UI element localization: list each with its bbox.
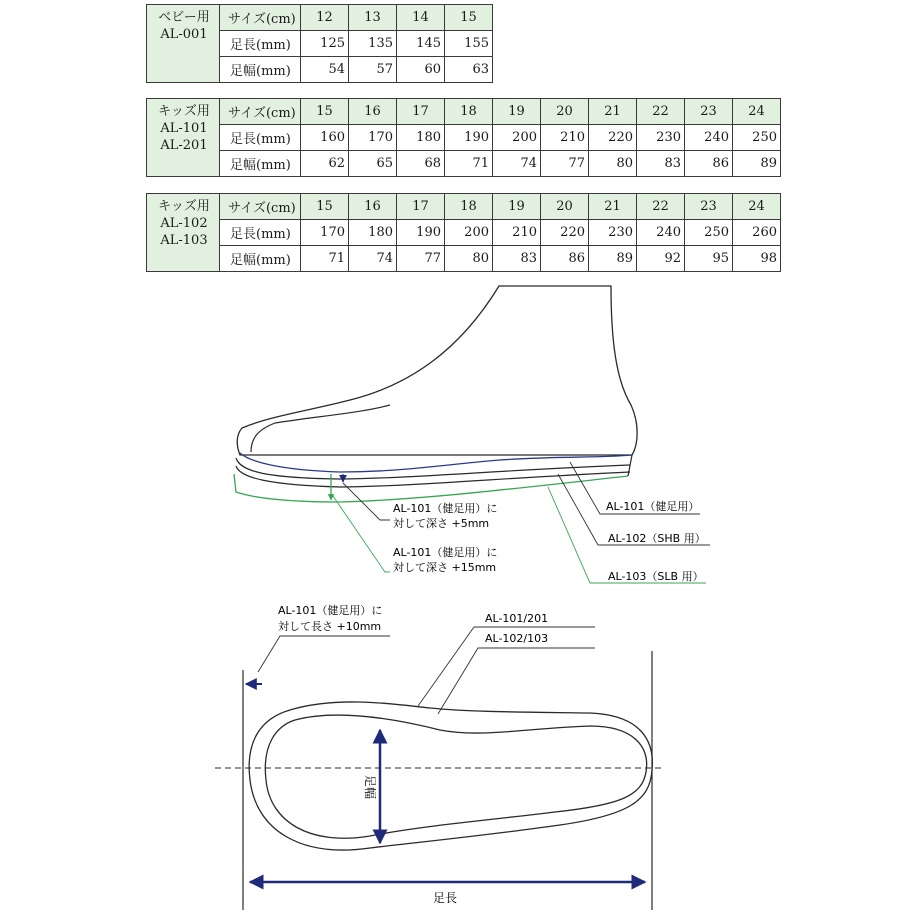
label-al101: AL-101（健足用） xyxy=(606,500,700,513)
sole-outer-outline xyxy=(249,702,652,850)
row-label: 足長(mm) xyxy=(220,220,301,246)
size-label: サイズ(cm) xyxy=(220,194,301,220)
label-length: 足長 xyxy=(433,891,458,905)
size-cell: 13 xyxy=(349,5,397,31)
size-cell: 24 xyxy=(733,194,781,220)
value-cell: 74 xyxy=(493,151,541,177)
value-cell: 180 xyxy=(397,125,445,151)
label-depth15-line1: AL-101（健足用）に xyxy=(393,546,498,559)
size-cell: 15 xyxy=(301,194,349,220)
value-cell: 60 xyxy=(397,57,445,83)
size-cell: 20 xyxy=(541,99,589,125)
size-cell: 24 xyxy=(733,99,781,125)
value-cell: 74 xyxy=(349,246,397,272)
size-cell: 12 xyxy=(301,5,349,31)
size-label: サイズ(cm) xyxy=(220,99,301,125)
label-al102: AL-102（SHB 用） xyxy=(608,532,706,545)
value-cell: 160 xyxy=(301,125,349,151)
label-depth5-line2: 対して深さ +5mm xyxy=(393,517,490,530)
table-name-line: AL-103 xyxy=(160,233,208,248)
size-cell: 16 xyxy=(349,194,397,220)
size-cell: 16 xyxy=(349,99,397,125)
value-cell: 80 xyxy=(445,246,493,272)
boot-inner-line xyxy=(251,405,390,452)
value-cell: 190 xyxy=(397,220,445,246)
value-cell: 250 xyxy=(733,125,781,151)
label-al103: AL-103（SLB 用） xyxy=(608,570,704,583)
value-cell: 155 xyxy=(445,31,493,57)
value-cell: 57 xyxy=(349,57,397,83)
label-depth15-line2: 対して深さ +15mm xyxy=(393,561,497,574)
value-cell: 54 xyxy=(301,57,349,83)
sole-illustration xyxy=(215,603,665,910)
value-cell: 210 xyxy=(541,125,589,151)
value-cell: 65 xyxy=(349,151,397,177)
value-cell: 210 xyxy=(493,220,541,246)
size-cell: 18 xyxy=(445,99,493,125)
row-label: 足長(mm) xyxy=(220,31,301,57)
size-cell: 17 xyxy=(397,99,445,125)
size-cell: 21 xyxy=(589,99,637,125)
table-name-line: ベビー用 xyxy=(158,10,210,25)
value-cell: 63 xyxy=(445,57,493,83)
table-name-line: キッズ用 xyxy=(158,199,210,214)
size-cell: 15 xyxy=(445,5,493,31)
label-outline-201: AL-101/201 xyxy=(485,612,549,625)
value-cell: 71 xyxy=(445,151,493,177)
label-outline-103: AL-102/103 xyxy=(485,632,549,645)
value-cell: 95 xyxy=(685,246,733,272)
value-cell: 220 xyxy=(541,220,589,246)
value-cell: 230 xyxy=(637,125,685,151)
size-cell: 22 xyxy=(637,99,685,125)
value-cell: 240 xyxy=(637,220,685,246)
value-cell: 135 xyxy=(349,31,397,57)
value-cell: 200 xyxy=(493,125,541,151)
value-cell: 86 xyxy=(541,246,589,272)
size-cell: 14 xyxy=(397,5,445,31)
size-cell: 21 xyxy=(589,194,637,220)
size-cell: 19 xyxy=(493,194,541,220)
row-label: 足幅(mm) xyxy=(220,151,301,177)
table-name-line: AL-001 xyxy=(160,27,208,42)
value-cell: 250 xyxy=(685,220,733,246)
table-name-line: AL-101 xyxy=(160,121,208,136)
value-cell: 220 xyxy=(589,125,637,151)
value-cell: 83 xyxy=(493,246,541,272)
leader-depth15 xyxy=(333,496,390,572)
value-cell: 98 xyxy=(733,246,781,272)
value-cell: 92 xyxy=(637,246,685,272)
label-depth5-line1: AL-101（健足用）に xyxy=(393,502,498,515)
value-cell: 89 xyxy=(733,151,781,177)
size-cell: 22 xyxy=(637,194,685,220)
value-cell: 71 xyxy=(301,246,349,272)
table-name-line: キッズ用 xyxy=(158,104,210,119)
size-cell: 17 xyxy=(397,194,445,220)
size-cell: 23 xyxy=(685,194,733,220)
value-cell: 83 xyxy=(637,151,685,177)
row-label: 足幅(mm) xyxy=(220,246,301,272)
size-cell: 18 xyxy=(445,194,493,220)
value-cell: 260 xyxy=(733,220,781,246)
boot-sole-bottom xyxy=(234,474,628,502)
label-length10-line2: 対して長さ +10mm xyxy=(278,620,382,633)
label-length10-line1: AL-101（健足用）に xyxy=(278,604,383,617)
value-cell: 62 xyxy=(301,151,349,177)
size-label: サイズ(cm) xyxy=(220,5,301,31)
value-cell: 170 xyxy=(301,220,349,246)
row-label: 足幅(mm) xyxy=(220,57,301,83)
boot-illustration xyxy=(234,286,710,583)
value-cell: 190 xyxy=(445,125,493,151)
value-cell: 170 xyxy=(349,125,397,151)
value-cell: 68 xyxy=(397,151,445,177)
size-cell: 19 xyxy=(493,99,541,125)
label-width: 足幅 xyxy=(363,775,377,800)
value-cell: 230 xyxy=(589,220,637,246)
value-cell: 180 xyxy=(349,220,397,246)
leader-length10 xyxy=(258,636,390,672)
size-cell: 15 xyxy=(301,99,349,125)
value-cell: 89 xyxy=(589,246,637,272)
value-cell: 80 xyxy=(589,151,637,177)
size-cell: 20 xyxy=(541,194,589,220)
size-cell: 23 xyxy=(685,99,733,125)
value-cell: 86 xyxy=(685,151,733,177)
value-cell: 200 xyxy=(445,220,493,246)
value-cell: 77 xyxy=(397,246,445,272)
value-cell: 77 xyxy=(541,151,589,177)
value-cell: 125 xyxy=(301,31,349,57)
value-cell: 145 xyxy=(397,31,445,57)
table-name-line: AL-201 xyxy=(160,138,208,153)
table-name-line: AL-102 xyxy=(160,216,208,231)
boot-upper-outline xyxy=(237,286,637,455)
value-cell: 240 xyxy=(685,125,733,151)
boot-sole-top xyxy=(240,453,632,472)
row-label: 足長(mm) xyxy=(220,125,301,151)
leader-outline-103 xyxy=(438,648,595,714)
